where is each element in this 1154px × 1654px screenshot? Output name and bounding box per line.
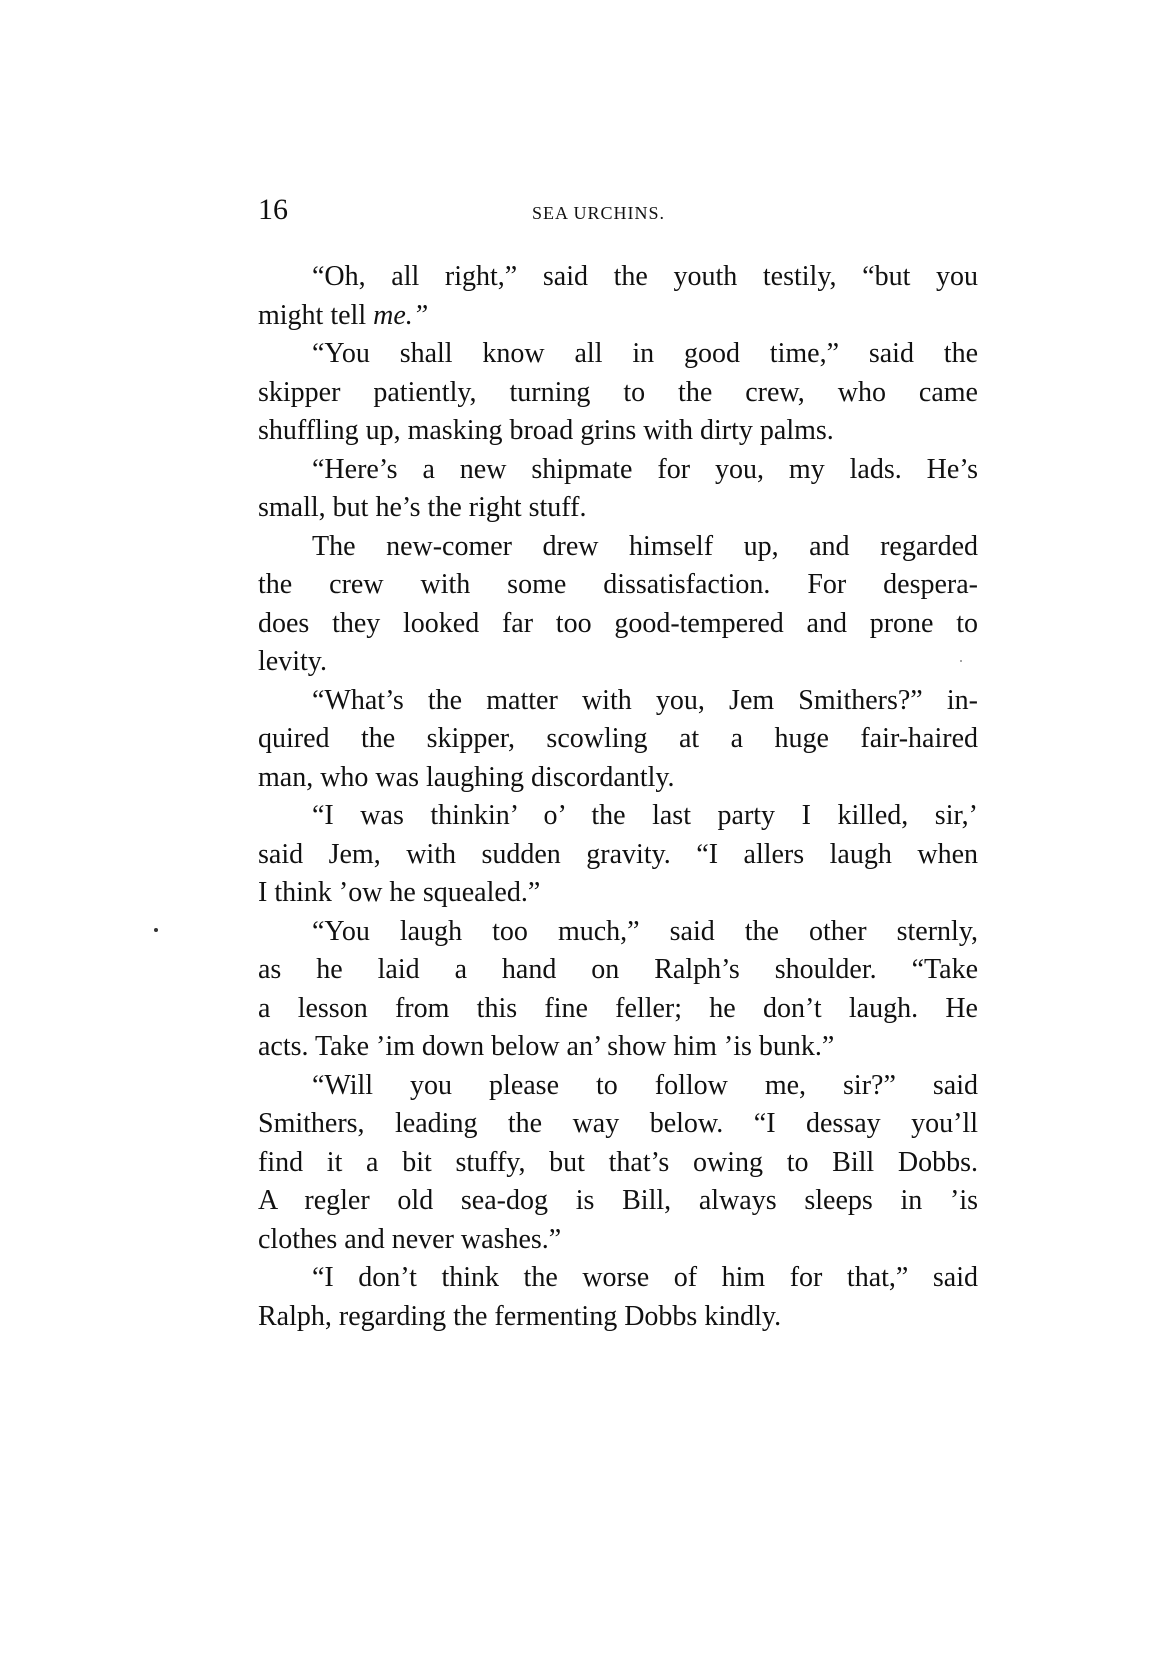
text-line <box>258 990 978 1029</box>
text-line-content: small, but he’s the right stuff. <box>258 492 587 523</box>
running-title: SEA URCHINS. <box>532 203 666 223</box>
text-line-content: “Here’s a new shipmate for you, my lads. He’s <box>312 453 978 485</box>
text-line <box>258 1182 978 1221</box>
text-line <box>258 528 978 567</box>
text-line <box>258 720 978 759</box>
text-line-content: “I was thinkin’ o’ the last party I killed, sir,’ <box>312 800 978 831</box>
text-line <box>258 1028 978 1067</box>
text-line-content: does they looked far too good-tempered and prone to <box>258 607 978 639</box>
text-line <box>258 489 978 528</box>
text-line <box>258 759 978 798</box>
text-line <box>258 1067 978 1106</box>
running-head <box>258 193 978 233</box>
text-line <box>258 1298 978 1337</box>
text-line-content: Smithers, leading the way below. “I dessay you’ll <box>258 1108 978 1139</box>
print-speck <box>154 928 158 932</box>
text-line-content: quired the skipper, scowling at a huge fair-haired <box>258 723 978 754</box>
text-line <box>258 412 978 451</box>
text-line-content: find it a bit stuffy, but that’s owing to Bill Dobbs. <box>258 1146 978 1178</box>
text-line <box>258 1105 978 1144</box>
text-line-content: “Will you please to follow me, sir?” said <box>312 1069 978 1101</box>
text-line-content: “What’s the matter with you, Jem Smithers?” in- <box>312 684 978 716</box>
text-line-content: might tell <box>258 299 374 331</box>
text-line-content: levity. <box>258 646 327 677</box>
text-line-content: “I don’t think the worse of him for that,” said <box>312 1262 978 1293</box>
text-line <box>258 1221 978 1260</box>
text-line-content: “Oh, all right,” said the youth testily, “but you <box>312 261 978 292</box>
emphasis-text: me.” <box>373 299 429 331</box>
text-line-content: “You laugh too much,” said the other sternly, <box>312 915 978 947</box>
text-line-content: “You shall know all in good time,” said the <box>312 338 978 369</box>
text-line <box>258 297 978 336</box>
page-number: 16 <box>258 193 288 226</box>
text-line <box>258 682 978 721</box>
text-line-content: skipper patiently, turning to the crew, who came <box>258 376 978 408</box>
text-line <box>258 258 978 297</box>
text-line-content: Ralph, regarding the fermenting Dobbs kindly. <box>258 1300 782 1332</box>
text-line <box>258 605 978 644</box>
body-text <box>258 258 978 1336</box>
text-line <box>258 374 978 413</box>
text-line <box>258 913 978 952</box>
text-line-content: acts. Take ’im down below an’ show him ’is bunk.” <box>258 1031 835 1062</box>
text-line-content: a lesson from this fine feller; he don’t laugh. He <box>258 992 978 1024</box>
text-line-content: A regler old sea-dog is Bill, always sleeps in ’is <box>258 1185 978 1216</box>
text-line <box>258 951 978 990</box>
text-line <box>258 1144 978 1183</box>
text-line-content: The new-comer drew himself up, and regarded <box>312 530 978 562</box>
text-line <box>258 566 978 605</box>
text-line-content: I think ’ow he squealed.” <box>258 877 541 908</box>
text-line-content: said Jem, with sudden gravity. “I allers laugh when <box>258 838 978 870</box>
text-line <box>258 451 978 490</box>
text-line <box>258 335 978 374</box>
text-line-content: shuffling up, masking broad grins with dirty palms. <box>258 415 834 446</box>
text-line-content: as he laid a hand on Ralph’s shoulder. “Take <box>258 954 978 985</box>
text-line-content: man, who was laughing discordantly. <box>258 761 675 793</box>
text-line <box>258 1259 978 1298</box>
text-line-content: the crew with some dissatisfaction. For despera- <box>258 569 978 600</box>
text-line-content: clothes and never washes.” <box>258 1223 562 1255</box>
text-line <box>258 874 978 913</box>
print-speck <box>960 660 962 662</box>
text-line <box>258 643 978 682</box>
text-line <box>258 836 978 875</box>
text-line <box>258 797 978 836</box>
